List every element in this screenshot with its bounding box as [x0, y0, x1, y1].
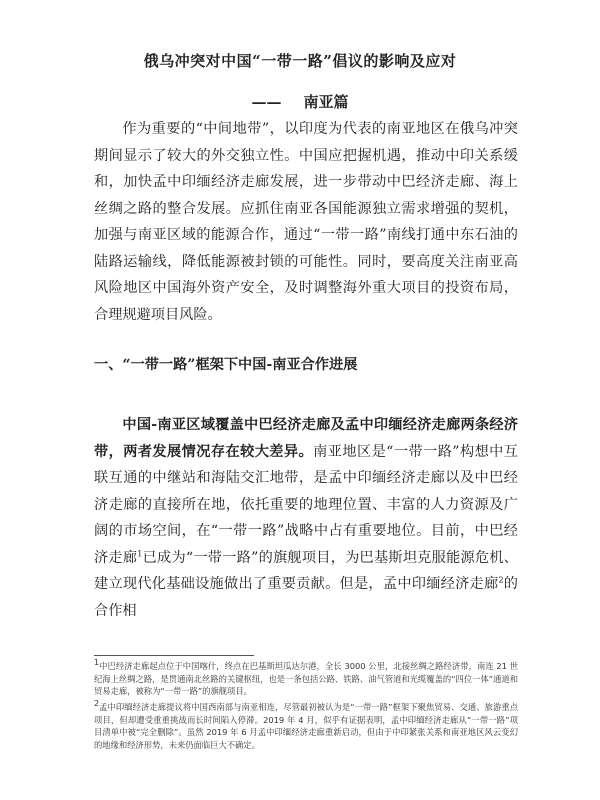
footnote-1: [94, 660, 518, 698]
footnote-marker-1: 1: [94, 658, 100, 668]
document-subtitle: [0, 91, 600, 112]
footnote-marker-2: 2: [94, 699, 100, 709]
subtitle-dash: ——: [251, 93, 282, 111]
section-heading: 一、“一带一路”框架下中国-南亚合作进展: [94, 357, 358, 373]
footnote-text-2: 孟中印缅经济走廊提议将中国西南部与南亚相连，尽管最初被认为是“一带一路”框架下聚焦贸易、交通、旅游重点项目，但却遭受重重挑战而长时间陷入停滞。2019 年 4 月，似乎有证据表明，孟中印缅经济走廊从“一带一路”项目清单中被“完全删除”。虽然 2019 年 6 月孟中印缅经济走廊重新启动，但由于中印紧张关系和南亚地区风云变幻的地缘和经济形势，未来仍面临巨大不确定。: [94, 702, 518, 750]
intro-paragraph: 作为重要的“中间地带”，以印度为代表的南亚地区在俄乌冲突期间显示了较大的外交独立性。中国应把握机遇，推动中印关系缓和，加快孟中印缅经济走廊发展，进一步带动中巴经济走廊、海上丝绸之路的整合发展。应抓住南亚各国能源独立需求增强的契机，加强与南亚区域的能源合作，通过“一带一路”南线打通中东石油的陆路运输线，降低能源被封锁的可能性。同时，要高度关注南亚高风险地区中国海外资产安全，及时调整海外重大项目的投资布局，合理规避项目风险。: [94, 121, 518, 323]
footnote-2: [94, 701, 518, 751]
subtitle-text: 南亚篇: [303, 93, 349, 111]
footnote-ref-2: 2: [498, 575, 504, 585]
document-title: 俄乌冲突对中国“一带一路”倡议的影响及应对: [143, 52, 457, 70]
bold-lead-sentence: 中国-南亚区域覆盖中巴经济走廊及孟中印缅经济走廊两条经济带，两者发展情况存在较大差异。: [94, 417, 518, 460]
footnote-text-1: 中巴经济走廊起点位于中国喀什，终点在巴基斯坦瓜达尔港，全长 3000 公里，北接丝绸之路经济带，南连 21 世纪海上丝绸之路，是贯通南北丝路的关键枢纽，也是一条包括公路、铁路、油气管道和光缆覆盖的“四位一体”通道和贸易走廊，被称为“一带一路”的旗舰项目。: [94, 661, 518, 697]
paragraph-text-a: 南亚地区是“一带一路”构想中互联互通的中继站和海陆交汇地带，是孟中印缅经济走廊以及中巴经济走廊的直接所在地，依托重要的地理位置、丰富的人力资源及广阔的市场空间，在“一带一路”战略中占有重要地位。目前，中巴经济走廊: [94, 443, 518, 566]
footnote-divider: [94, 655, 254, 656]
footnote-ref-1: 1: [137, 548, 143, 558]
section-paragraph: [94, 412, 518, 624]
paragraph-text-b: 已成为“一带一路”的旗舰项目，为巴基斯坦克服能源危机、建立现代化基础设施做出了重要贡献。但是，孟中印缅经济走廊: [94, 549, 518, 592]
paragraph-text-c: 的合作相: [94, 576, 518, 619]
